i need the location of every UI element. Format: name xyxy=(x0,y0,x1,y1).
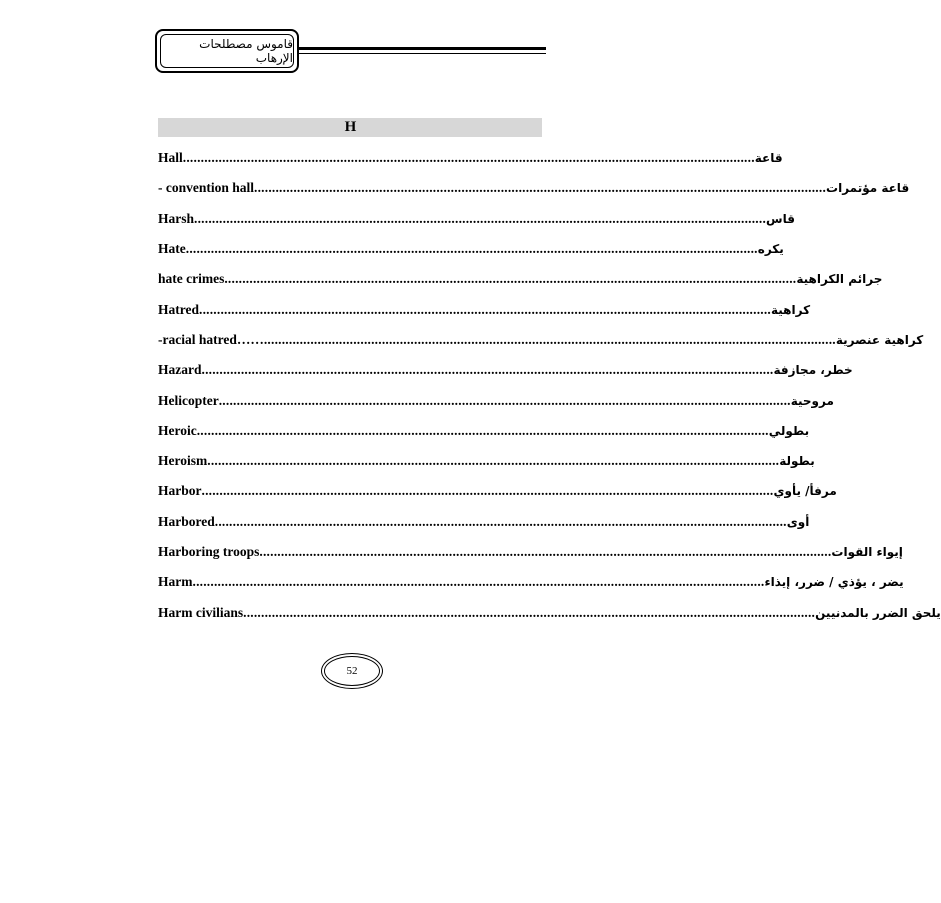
glossary-entry xyxy=(158,507,810,537)
glossary-entry xyxy=(158,446,815,476)
entry-arabic-term: كراهية xyxy=(771,302,811,317)
entry-arabic-term: يضر ، يؤذي / ضرر، إيذاء xyxy=(764,575,904,590)
glossary-entry xyxy=(158,537,903,567)
entry-arabic-term: قاعة xyxy=(754,151,783,166)
entry-english-term: Helicopter xyxy=(158,392,219,408)
header-rule-thin xyxy=(299,53,546,54)
glossary-entry xyxy=(158,416,810,446)
entry-arabic-term: أوى xyxy=(786,514,810,529)
entry-dot-leader: ................................................................................................................................................................ xyxy=(194,210,767,226)
entry-arabic-term: مرفأ/ يأوي xyxy=(773,484,837,499)
glossary-entry xyxy=(158,143,783,173)
entry-dot-leader: ................................................................................................................................................................ xyxy=(192,574,765,590)
entry-dot-leader: ................................................................................................................................................................ xyxy=(243,604,816,620)
glossary-entries xyxy=(158,143,941,628)
glossary-entry xyxy=(158,234,784,264)
page-number-oval xyxy=(321,653,383,689)
entry-dot-leader: ................................................................................................................................................................ xyxy=(259,544,832,559)
entry-arabic-term: مروحية xyxy=(790,393,834,408)
glossary-entry xyxy=(158,204,795,234)
entry-dot-leader: ................................................................................................................................................................ xyxy=(201,483,774,499)
glossary-entry xyxy=(158,264,883,294)
entry-arabic-term: خطر، مجازفة xyxy=(773,363,853,378)
entry-english-term: Harbor xyxy=(158,483,202,499)
glossary-entry xyxy=(158,355,853,385)
glossary-entry xyxy=(158,385,834,415)
page-number: 52 xyxy=(346,665,358,677)
entry-english-term: Hate xyxy=(158,241,186,257)
header-title: قاموس مصطلحات الإرهاب xyxy=(199,37,293,65)
header-title-inner-frame xyxy=(160,34,294,68)
entry-english-term: Hazard xyxy=(158,362,202,378)
entry-dot-leader: ................................................................................................................................................................ xyxy=(254,180,827,196)
header-title-box xyxy=(155,29,299,73)
entry-english-term: Harm civilians xyxy=(158,604,244,620)
entry-english-term: hate crimes xyxy=(158,271,225,287)
glossary-entry xyxy=(158,173,910,203)
entry-arabic-term: قاس xyxy=(766,211,795,226)
entry-arabic-term: بطولة xyxy=(779,454,815,469)
entry-dot-leader: ................................................................................................................................................................ xyxy=(214,513,787,529)
entry-english-term: Harm xyxy=(158,574,193,590)
entry-arabic-term: كراهية عنصرية xyxy=(835,332,924,347)
entry-arabic-term: يكره xyxy=(757,242,784,257)
glossary-entry xyxy=(158,567,904,597)
entry-dot-leader: ................................................................................................................................................................ xyxy=(263,331,836,347)
entry-dot-leader: ................................................................................................................................................................ xyxy=(182,150,755,166)
header-rule-thick xyxy=(299,47,546,50)
entry-dot-leader: ................................................................................................................................................................ xyxy=(185,241,758,257)
entry-english-term: Heroism xyxy=(158,453,208,469)
entry-english-term: Harbored xyxy=(158,513,215,529)
entry-arabic-term: بطولي xyxy=(768,423,810,438)
entry-english-term: - convention hall xyxy=(158,180,255,196)
entry-english-term: Heroic xyxy=(158,422,197,438)
glossary-entry xyxy=(158,597,941,627)
section-letter-band xyxy=(158,118,542,137)
entry-arabic-term: قاعة مؤتمرات xyxy=(826,181,910,196)
entry-english-term: -racial hatred…… xyxy=(158,331,264,347)
entry-dot-leader: ................................................................................................................................................................ xyxy=(224,271,797,287)
entry-english-term: Hatred xyxy=(158,301,199,317)
glossary-entry xyxy=(158,476,837,506)
entry-arabic-term: يلحق الضرر بالمدنيين xyxy=(815,605,941,620)
entry-dot-leader: ................................................................................................................................................................ xyxy=(196,422,769,438)
glossary-entry xyxy=(158,294,811,324)
section-letter: H xyxy=(344,119,356,135)
glossary-entry xyxy=(158,325,924,355)
entry-dot-leader: ................................................................................................................................................................ xyxy=(207,453,780,469)
entry-dot-leader: ................................................................................................................................................................ xyxy=(218,392,791,408)
entry-english-term: Harsh xyxy=(158,210,195,226)
entry-dot-leader: ................................................................................................................................................................ xyxy=(201,362,774,378)
entry-english-term: Hall xyxy=(158,150,183,166)
entry-dot-leader: ................................................................................................................................................................ xyxy=(199,301,771,317)
entry-arabic-term: جرائم الكراهية xyxy=(796,272,883,287)
entry-english-term: Harboring troops xyxy=(158,544,260,559)
entry-arabic-term: إيواء القوات xyxy=(831,545,903,559)
